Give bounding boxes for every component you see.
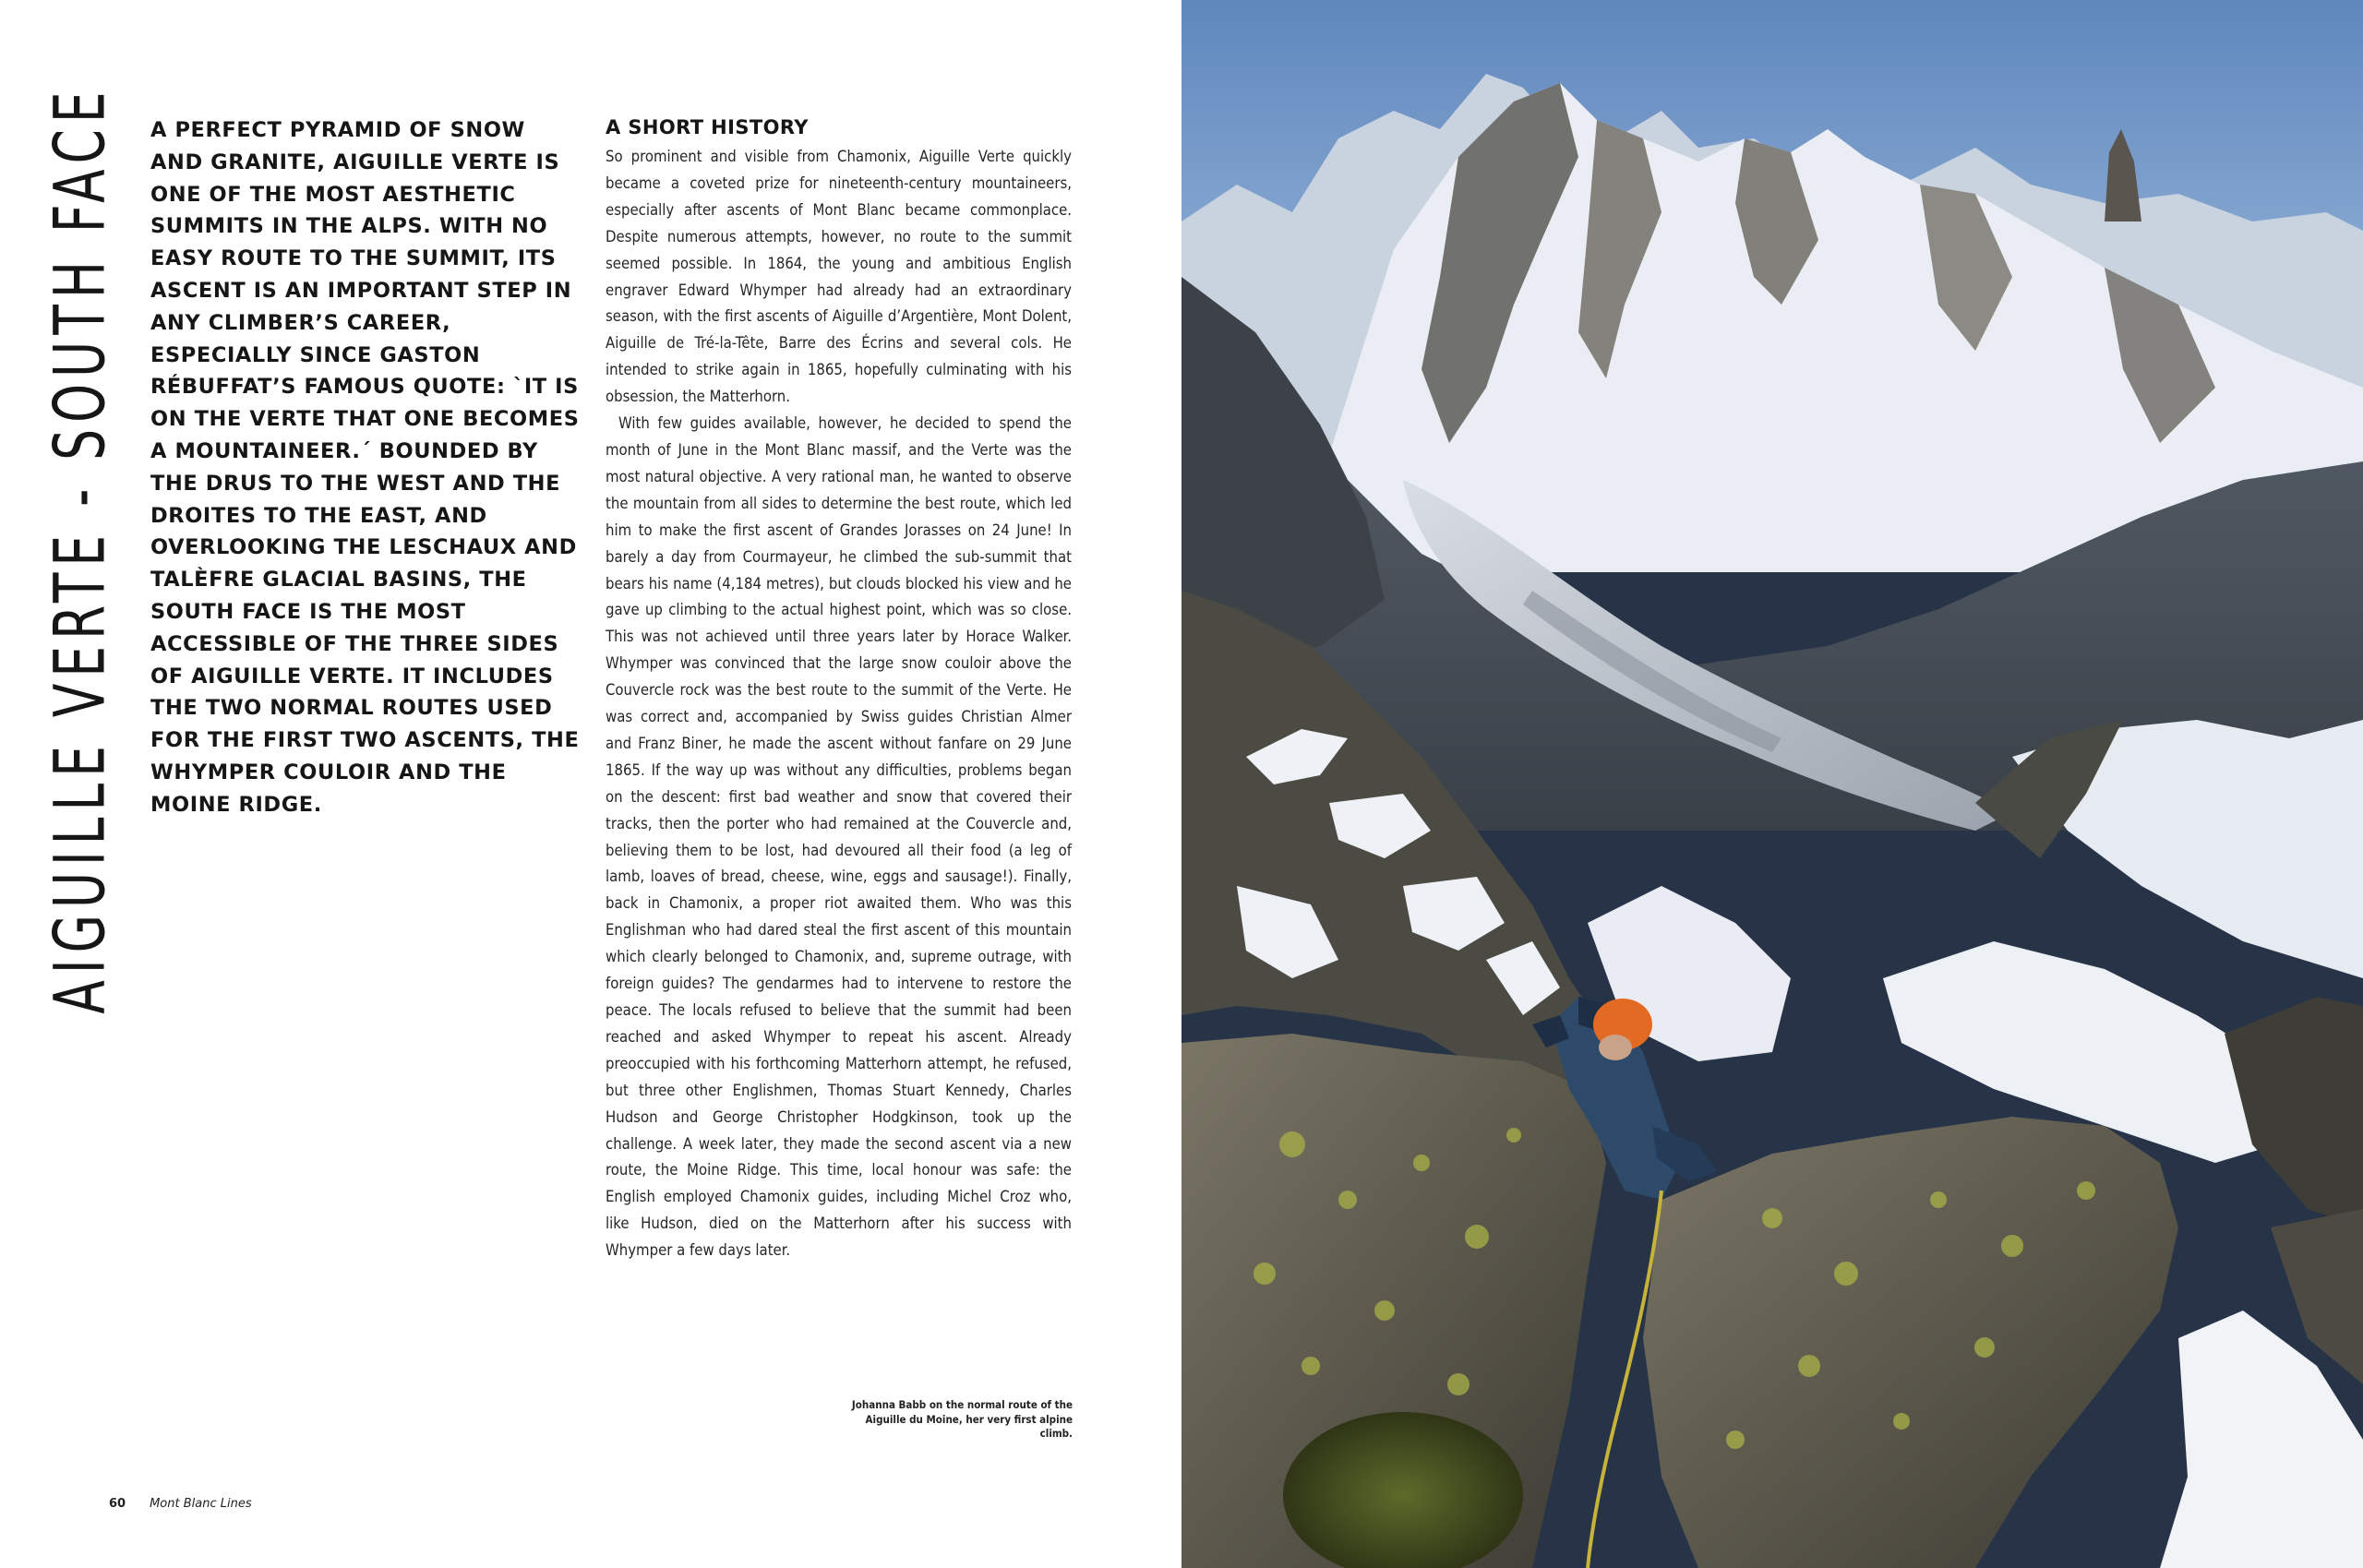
granite-block — [1643, 1117, 2178, 1568]
chapter-title — [38, 84, 121, 1014]
page-number: 60 — [109, 1497, 126, 1511]
chapter-title-text: AIGUILLE VERTE - SOUTH FACE — [38, 84, 121, 1014]
history-body — [606, 144, 1072, 1264]
photo-page — [1182, 0, 2363, 1568]
intro-paragraph: A PERFECT PYRAMID OF SNOW AND GRANITE, AIGUILLE VERTE IS ONE OF THE MOST AESTHETIC SUMMITS IN THE ALPS. WITH NO EASY ROUTE TO THE SUMMIT, ITS ASCENT IS AN IMPORTANT STEP IN ANY CLIMBER’S CAREER, ESPECIALLY SINCE GASTON RÉBUFFAT’S FAMOUS QUOTE: `IT IS ON THE VERTE THAT ONE BECOMES A MOUNTAINEER.´ BOUNDED BY THE DRUS TO THE WEST AND THE DROITES TO THE EAST, AND OVERLOOKING THE LESCHAUX AND TALÈFRE GLACIAL BASINS, THE SOUTH FACE IS THE MOST ACCESSIBLE OF THE THREE SIDES OF AIGUILLE VERTE. IT INCLUDES THE TWO NORMAL ROUTES USED FOR THE FIRST TWO ASCENTS, THE WHYMPER COULOIR AND THE MOINE RIDGE. — [150, 118, 580, 817]
history-heading: A SHORT HISTORY — [606, 116, 809, 138]
history-paragraph: With few guides available, however, he decided to spend the month of June in the Mont Blanc massif, and the Verte was the most natural objective. A very rational man, he wanted to observe the mountain from all sides to determine the best route, which led him to make the first ascent of Grandes Jorasses on 24 June! In barely a day from Courmayeur, he climbed the sub-summit that bears his name (4,184 metres), but clouds blocked his view and he gave up climbing to the actual highest point, which was so close. This was not achieved until three years later by Horace Walker. Whymper was convinced that the large snow couloir above the Couvercle rock was the best route to the summit of the Verte. He was correct and, accompanied by Swiss guides Christian Almer and Franz Biner, he made the ascent without fanfare on 29 June 1865. If the way up was without any difficulties, problems began on the descent: first bad weather and snow that covered their tracks, then the porter who had remained at the Couvercle and, believing them to be lost, had devoured all their food (a leg of lamb, loaves of bread, cheese, wine, eggs and sausage!). Finally, back in Chamonix, a proper riot awaited them. Who was this Englishman who had dared steal the first ascent of this mountain which clearly belonged to Chamonix, and, supreme outrage, with foreign guides? The gendarmes had to intervene to restore the peace. The locals refused to believe that the summit had been reached and asked Whymper to repeat his ascent. Already preoccupied with his forthcoming Matterhorn attempt, he refused, but three other Englishmen, Thomas Stuart Kennedy, Charles Hudson and George Christopher Hodgkinson, took up the challenge. A week later, they made the second ascent via a new route, the Moine Ridge. This time, local honour was safe: the English employed Chamonix guides, including Michel Croz who, like Hudson, died on the Matterhorn after his success with Whymper a few days later. — [606, 414, 1072, 1260]
book-title: Mont Blanc Lines — [150, 1497, 252, 1511]
history-paragraph: So prominent and visible from Chamonix, Aiguille Verte quickly became a coveted prize for nineteenth-century mountaineers, especially after ascents of Mont Blanc became commonplace. Despite numerous attempts, however, no route to the summit seemed possible. In 1864, the young and ambitious English engraver Edward Whymper had already had an extraordinary season, with the first ascents of Aiguille d’Argentière, Mont Dolent, Aiguille de Tré-la-Tête, Barre des Écrins and several cols. He intended to strike again in 1865, hopefully culminating with his obsession, the Matterhorn. — [606, 148, 1072, 406]
rock-outcrop — [2225, 997, 2363, 1227]
folio — [109, 1497, 252, 1511]
photo-caption: Johanna Babb on the normal route of the Aiguille du Moine, her very first alpine climb. — [851, 1398, 1073, 1440]
mountain-photo — [1182, 0, 2363, 1568]
